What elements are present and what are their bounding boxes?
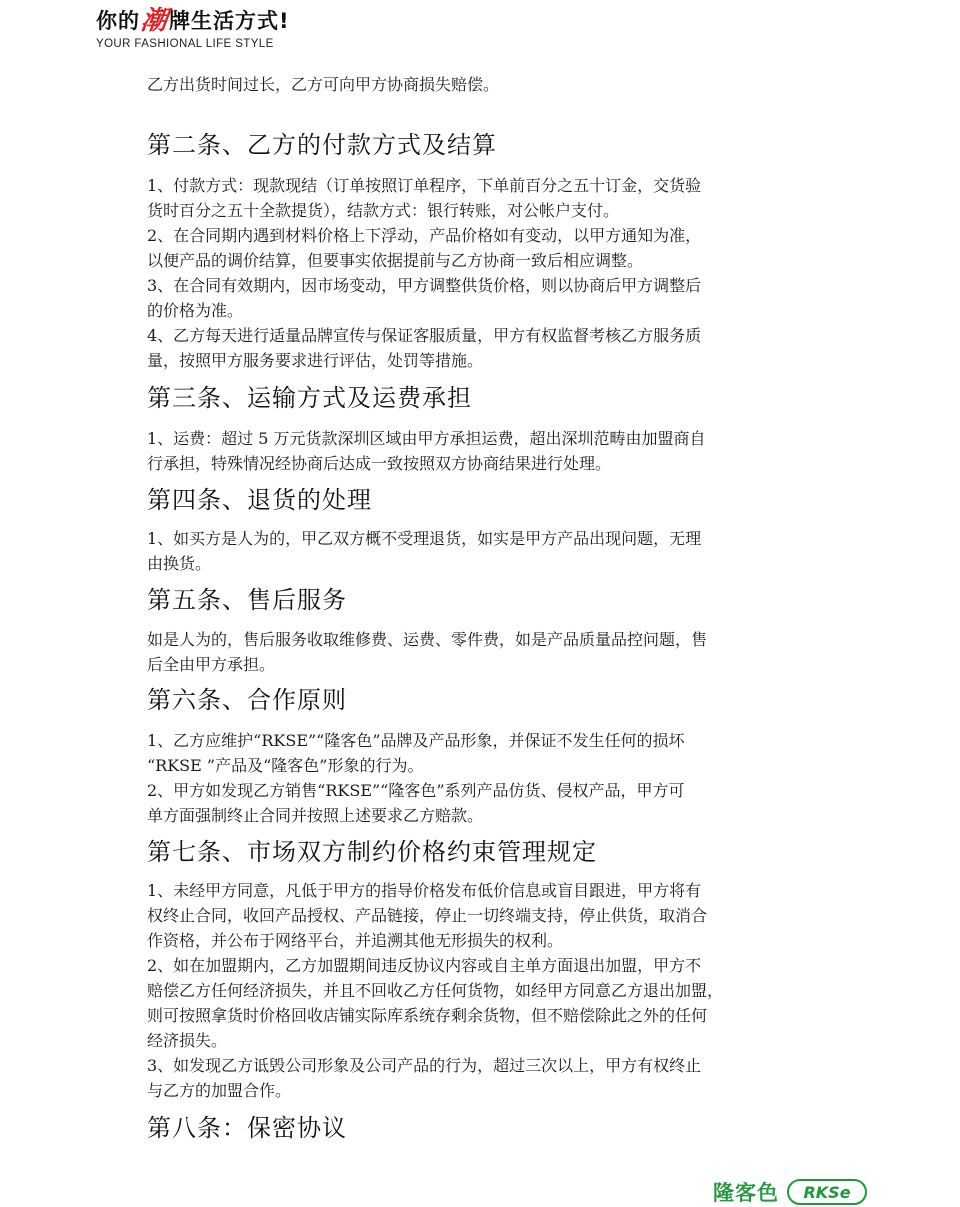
paragraph-line: 作资格，并公布于网络平台，并追溯其他无形损失的权利。 (147, 931, 564, 950)
brand-slogan (96, 6, 290, 36)
paragraph-line: 如是人为的，售后服务收取维修费、运费、零件费，如是产品质量品控问题，售 (147, 630, 708, 649)
paragraph-line: 赔偿乙方任何经济损失，并且不回收乙方任何货物，如经甲方同意乙方退出加盟， (147, 981, 724, 1000)
footer-brand-logo (713, 1177, 867, 1207)
paragraph-line: 2、在合同期内遇到材料价格上下浮动，产品价格如有变动，以甲方通知为准， (147, 226, 702, 245)
paragraph-line: “RKSE ”产品及“隆客色”形象的行为。 (147, 756, 424, 775)
paragraph-line: 2、如在加盟期内，乙方加盟期间违反协议内容或自主单方面退出加盟，甲方不 (147, 956, 702, 975)
paragraph-line: 1、乙方应维护“RKSE”“隆客色”品牌及产品形象，并保证不发生任何的损坏 (147, 731, 685, 750)
section-heading: 第四条、退货的处理 (147, 486, 372, 514)
footer-brand-en: RKSe (803, 1182, 851, 1202)
paragraph-line: 乙方出货时间过长，乙方可向甲方协商损失赔偿。 (147, 75, 500, 94)
brand-header (96, 6, 290, 50)
paragraph-line: 1、运费：超过 5 万元货款深圳区域由甲方承担运费，超出深圳范畴由加盟商自 (147, 429, 706, 448)
paragraph-line: 由换货。 (147, 554, 212, 573)
paragraph-line: 经济损失。 (147, 1031, 228, 1050)
paragraph-line: 与乙方的加盟合作。 (147, 1081, 292, 1100)
slogan-english: YOUR FASHIONAL LIFE STYLE (96, 38, 274, 50)
paragraph-line: 以便产品的调价结算，但要事实依据提前与乙方协商一致后相应调整。 (147, 251, 644, 270)
section-heading: 第五条、售后服务 (147, 586, 347, 614)
paragraph-line: 行承担，特殊情况经协商后达成一致按照双方协商结果进行处理。 (147, 454, 612, 473)
section-heading: 第八条：保密协议 (147, 1114, 347, 1142)
slogan-part2: 牌生活方式! (169, 9, 290, 33)
paragraph-line: 货时百分之五十全款提货），结款方式：银行转账，对公帐户支付。 (147, 201, 620, 220)
slogan-part1: 你的 (96, 9, 140, 33)
section-heading: 第三条、运输方式及运费承担 (147, 384, 472, 412)
footer-brand-badge (787, 1179, 867, 1205)
paragraph-line: 2、甲方如发现乙方销售“RKSE”“隆客色”系列产品仿货、侵权产品，甲方可 (147, 781, 685, 800)
paragraph-line: 1、如买方是人为的，甲乙双方概不受理退货，如实是甲方产品出现问题，无理 (147, 529, 702, 548)
section-heading: 第六条、合作原则 (147, 686, 347, 714)
paragraph-line: 3、在合同有效期内，因市场变动，甲方调整供货价格，则以协商后甲方调整后 (147, 276, 702, 295)
paragraph-line: 1、未经甲方同意，凡低于甲方的指导价格发布低价信息或盲目跟进，甲方将有 (147, 881, 702, 900)
paragraph-line: 量，按照甲方服务要求进行评估，处罚等措施。 (147, 351, 484, 370)
paragraph-line: 4、乙方每天进行适量品牌宣传与保证客服质量，甲方有权监督考核乙方服务质 (147, 326, 702, 345)
paragraph-line: 单方面强制终止合同并按照上述要求乙方赔款。 (147, 806, 484, 825)
paragraph-line: 3、如发现乙方诋毁公司形象及公司产品的行为，超过三次以上，甲方有权终止 (147, 1056, 702, 1075)
paragraph-line: 1、付款方式：现款现结（订单按照订单程序，下单前百分之五十订金，交货验 (147, 176, 702, 195)
footer-brand-cn: 隆客色 (713, 1181, 779, 1205)
paragraph-line: 的价格为准。 (147, 301, 244, 320)
section-heading: 第二条、乙方的付款方式及结算 (147, 131, 497, 159)
paragraph-line: 则可按照拿货时价格回收店铺实际库系统存剩余货物，但不赔偿除此之外的任何 (147, 1006, 708, 1025)
section-heading: 第七条、市场双方制约价格约束管理规定 (147, 838, 597, 866)
slogan-highlight: 潮 (138, 6, 171, 36)
paragraph-line: 后全由甲方承担。 (147, 655, 276, 674)
paragraph-line: 权终止合同，收回产品授权、产品链接，停止一切终端支持，停止供货，取消合 (147, 906, 708, 925)
